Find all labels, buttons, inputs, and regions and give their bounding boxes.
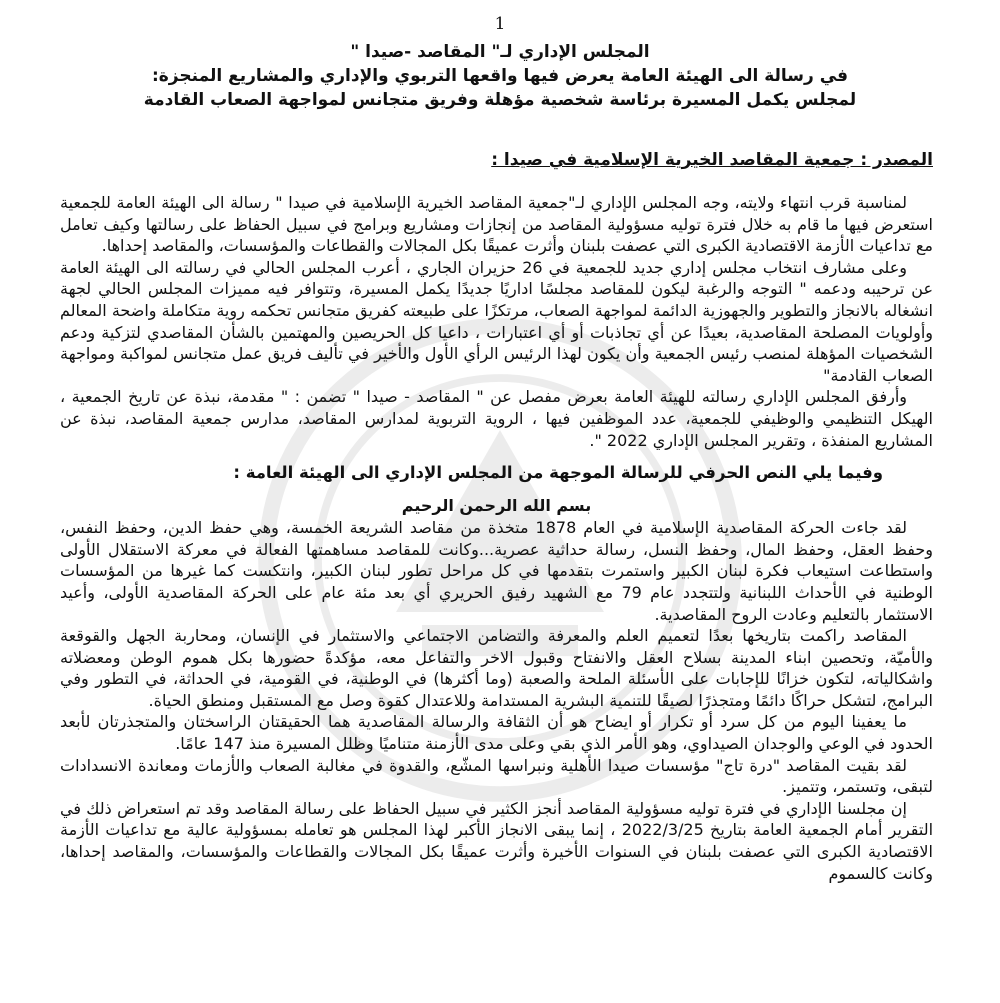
intro-paragraph-3: وأرفق المجلس الإداري رسالته للهيئة العامة بعرض مفصل عن " المقاصد - صيدا " تضمن : " مقدمة، نبذة عن تاريخ الجمعية ، الهيكل التنظيمي والوظيفي للجمعية، عدد الموظفين فيها ، الروية التربوية لمدارس المقاصد، مدارس جمعية المقاصد، نبذة عن المشاريع المنفذة ، وتقرير المجلس الإداري 2022 ". [60,387,933,450]
source-heading: المصدر : جمعية المقاصد الخيرية الإسلامية في صيدا : [491,150,933,170]
title-line-2: في رسالة الى الهيئة العامة يعرض فيها واقعها التربوي والإداري والمشاريع المنجزة: [151,66,849,86]
letter-heading: وفيما يلي النص الحرفي للرسالة الموجهة من المجلس الإداري الى الهيئة العامة : [233,463,883,483]
title-line-3: لمجلس يكمل المسيرة برئاسة شخصية مؤهلة وفريق متجانس لمواجهة الصعاب القادمة [143,90,857,110]
letter-paragraph-3: ما يعفينا اليوم من كل سرد أو تكرار أو ايضاح هو أن الثقافة والرسالة المقاصدية هما الحقيقتان الراسختان والمتجذرتان لأبعد الحدود في الوعي والوجدان الصيداوي، وهو الأمر الذي بقي وعلى مدى الأزمنة متناميًا وظلل المسيرة منذ 147 عامًا. [60,712,933,754]
title-line-1: المجلس الإداري لـ" المقاصد -صيدا " [350,42,650,62]
letter-paragraph-4: لقد بقيت المقاصد "درة تاج" مؤسسات صيدا الأهلية ونبراسها المشّع، والقدوة في مغالبة الصعاب والأزمات ومعاندة الانسدادات لتبقى، وتستمر، وتتميز. [60,755,933,797]
letter-paragraph-5: إن مجلسنا الإداري في فترة توليه مسؤولية المقاصد أنجز الكثير في سبيل الحفاظ على رسالة المقاصد وقد تم استعراض ذلك في التقرير أمام الجمعية العامة بتاريخ 2022/3/25 ، إنما يبقى الانجاز الأكبر لهذا المجلس هو تعامله بمسؤولية عالية مع تداعيات الأزمة الاقتصادية الكبرى التي عصفت بلبنان في السنوات الأخيرة وأثرت عميقًا بكل المجالات والقطاعات والمؤسسات، والمقاصد إحداها، وكانت كالسموم [60,798,934,883]
intro-paragraph-1: لمناسبة قرب انتهاء ولايته، وجه المجلس الإداري لـ"جمعية المقاصد الخيرية الإسلامية في صيدا " رسالة الى الهيئة العامة للجمعية استعرض فيها ما قام به خلال فترة توليه مسؤولية المقاصد من إنجازات ومشاريع وبرامج في سبيل الحفاظ على رسالتها وكيف تعامل مع تداعيات الأزمة الاقتصادية الكبرى التي عصفت بلبنان وأثرت عميقًا بكل المجالات والقطاعات والمؤسسات، والمقاصد إحداها. [60,193,933,256]
document-body [60,192,933,884]
letter-paragraph-2: المقاصد راكمت بتاريخها بعدًا لتعميم العلم والمعرفة والتضامن الاجتماعي والاستثمار في الإنسان، ومحاربة الجهل والقوقعة والأميّة، وتحصين ابناء المدينة بسلاح العقل والانفتاح وقبول الاخر والتفاعل معه، مؤكدةً حضورها بكل هموم الوطن ومعضلاته واشكالياته، لتكون خزانًا للإجابات على الأسئلة الملحة والصعبة (وما أكثرها) في الوطنية، في القومية، في الحداثة، في التطور وفي البرامج، لتشكل حراكًا دائمًا ومتجذرًا لصيقًا للتنمية البشرية المستدامة وللاعتدال كقوة وصل مع المستقبل ومنطق الحياة. [60,626,933,710]
page-number: 1 [494,14,506,34]
basmala: بسم الله الرحمن الرحيم [401,496,592,516]
title-block [60,40,940,112]
letter-paragraph-1: لقد جاءت الحركة المقاصدية الإسلامية في العام 1878 متخذة من مقاصد الشريعة الخمسة، وهي حفظ الدين، وحفظ النفس، وحفظ العقل، وحفظ المال، وحفظ النسل، رسالة حداثية عصرية...وكانت للمقاصد مساهمتها الفعالة في معركة الاستقلال الأولى واستطاعت استيعاب فكرة لبنان الكبير واستمرت بتقدمها في كل مراحل تطور لبنان الكبير، وانتكست كما غيرها من المؤسسات الوطنية في الأحداث اللبنانية ولتتجدد عام 79 مع الشهيد رفيق الحريري أي بعد مئة عام على الحركة المقاصدية الأولى، وأعيد الاستثمار بالتعليم وعادت الروح المقاصدية. [60,518,934,624]
intro-paragraph-2: وعلى مشارف انتخاب مجلس إداري جديد للجمعية في 26 حزيران الجاري ، أعرب المجلس الحالي في رسالته الى الهيئة العامة عن ترحيبه ودعمه " التوجه والرغبة ليكون للمقاصد مجلسًا اداريًا جديدًا يكمل المسيرة، وتتوافر فيه مميزات المجلس الحالي لجهة انشغاله بالانجاز والتطوير والجهوزية الدائمة لمواجهة الصعاب، مرتكزًا على طبيعته كفريق متجانس تحكمه روية متكاملة واضحة المعالم وأولويات المصلحة المقاصدية، بعيدًا عن أي تجاذبات أو أي اعتبارات ، داعيا كل الحريصين والمهتمين بالشأن المقاصدي لتزكية ودعم الشخصيات المؤهلة لمنصب رئيس الجمعية وأن يكون لهذا الرئيس الرأي الأول والأخير في تأليف فريق عمل متجانس لمواكبة ومواجهة الصعاب القادمة" [60,257,933,385]
